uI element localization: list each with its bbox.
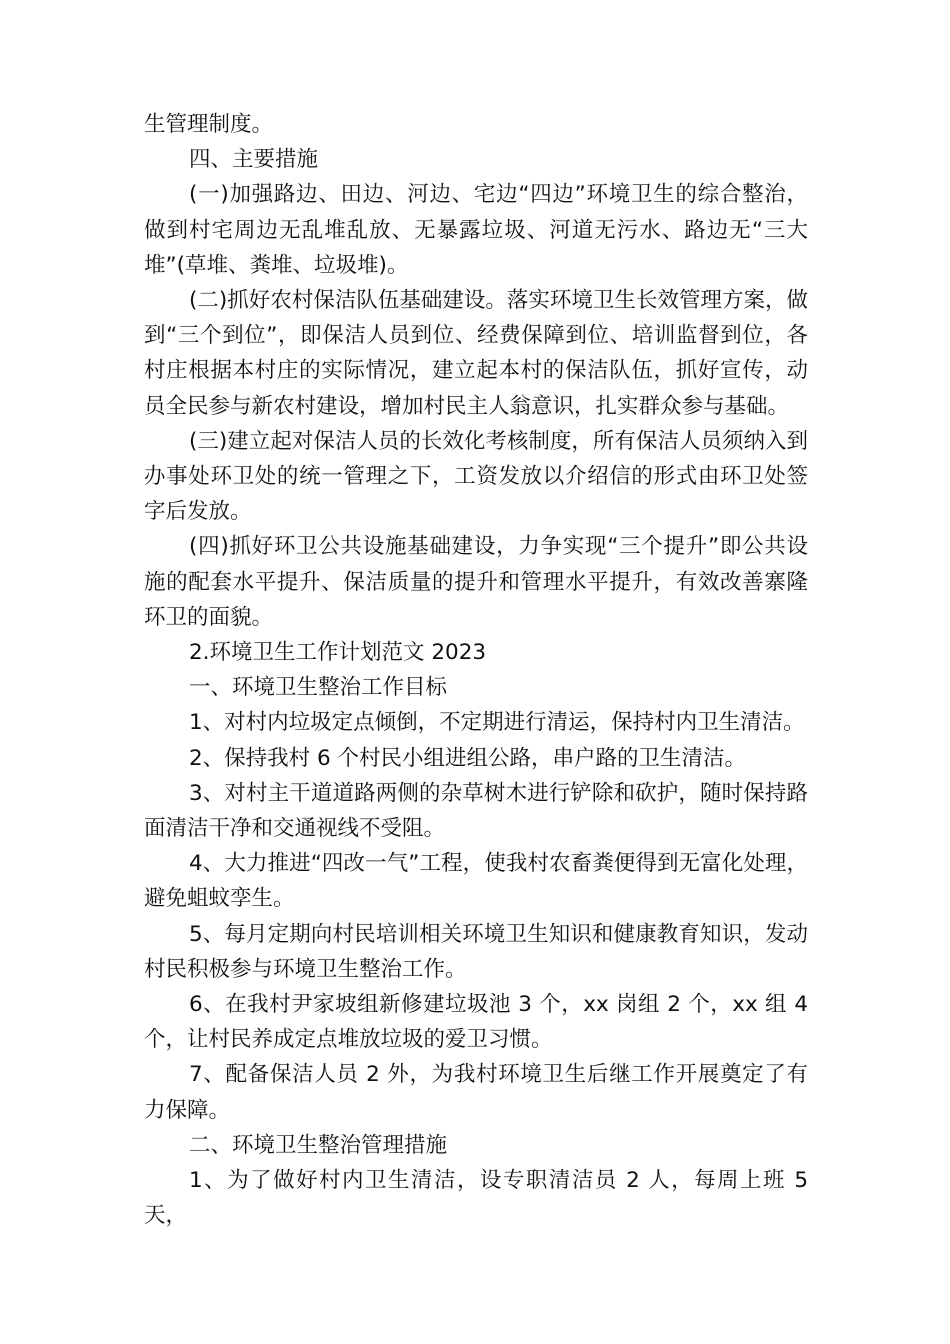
paragraph-goal-5: 5、每月定期向村民培训相关环境卫生知识和健康教育知识，发动村民积极参与环境卫生整治工作。 (144, 921, 808, 982)
paragraph-goal-4: 4、大力推进“四改一气”工程，使我村农畜粪便得到无富化处理，避免蛆蚊孪生。 (144, 851, 808, 912)
paragraph-goal-2: 2、保持我村 6 个村民小组进组公路，串户路的卫生清洁。 (189, 745, 747, 771)
article-title-2: 2.环境卫生工作计划范文 2023 (189, 640, 487, 666)
paragraph-measure-3: (三)建立起对保洁人员的长效化考核制度，所有保洁人员须纳入到办事处环卫处的统一管理之下，工资发放以介绍信的形式由环卫处签字后发放。 (144, 428, 808, 525)
document-body (144, 107, 808, 1234)
section-heading-main-measures: 四、主要措施 (189, 147, 319, 173)
section-heading-management: 二、环境卫生整治管理措施 (189, 1132, 448, 1158)
paragraph-1: 生管理制度。 (144, 112, 274, 137)
paragraph-goal-7: 7、配备保洁人员 2 外，为我村环境卫生后继工作开展奠定了有力保障。 (144, 1062, 808, 1123)
paragraph-measure-1: (一)加强路边、田边、河边、宅边“四边”环境卫生的综合整治，做到村宅周边无乱堆乱放、无暴露垃圾、河道无污水、路边无“三大堆”(草堆、粪堆、垃圾堆)。 (144, 182, 808, 278)
paragraph-management-1: 1、为了做好村内卫生清洁，设专职清洁员 2 人，每周上班 5 天， (144, 1168, 808, 1229)
paragraph-goal-1: 1、对村内垃圾定点倾倒，不定期进行清运，保持村内卫生清洁。 (189, 710, 805, 736)
paragraph-measure-2: (二)抓好农村保洁队伍基础建设。落实环境卫生长效管理方案，做到“三个到位”，即保洁人员到位、经费保障到位、培训监督到位，各村庄根据本村庄的实际情况，建立起本村的保洁队伍，抓好宣传，动员全民参与新农村建设，增加村民主人翁意识，扎实群众参与基础。 (144, 288, 808, 419)
paragraph-measure-4: (四)抓好环卫公共设施基础建设，力争实现“三个提升”即公共设施的配套水平提升、保洁质量的提升和管理水平提升，有效改善寨隆环卫的面貌。 (144, 534, 808, 630)
paragraph-goal-6: 6、在我村尹家坡组新修建垃圾池 3 个，xx 岗组 2 个，xx 组 4 个，让村民养成定点堆放垃圾的爱卫习惯。 (144, 992, 808, 1053)
paragraph-goal-3: 3、对村主干道道路两侧的杂草树木进行铲除和砍护，随时保持路面清洁干净和交通视线不受阻。 (144, 780, 808, 842)
section-heading-goals: 一、环境卫生整治工作目标 (189, 675, 448, 701)
